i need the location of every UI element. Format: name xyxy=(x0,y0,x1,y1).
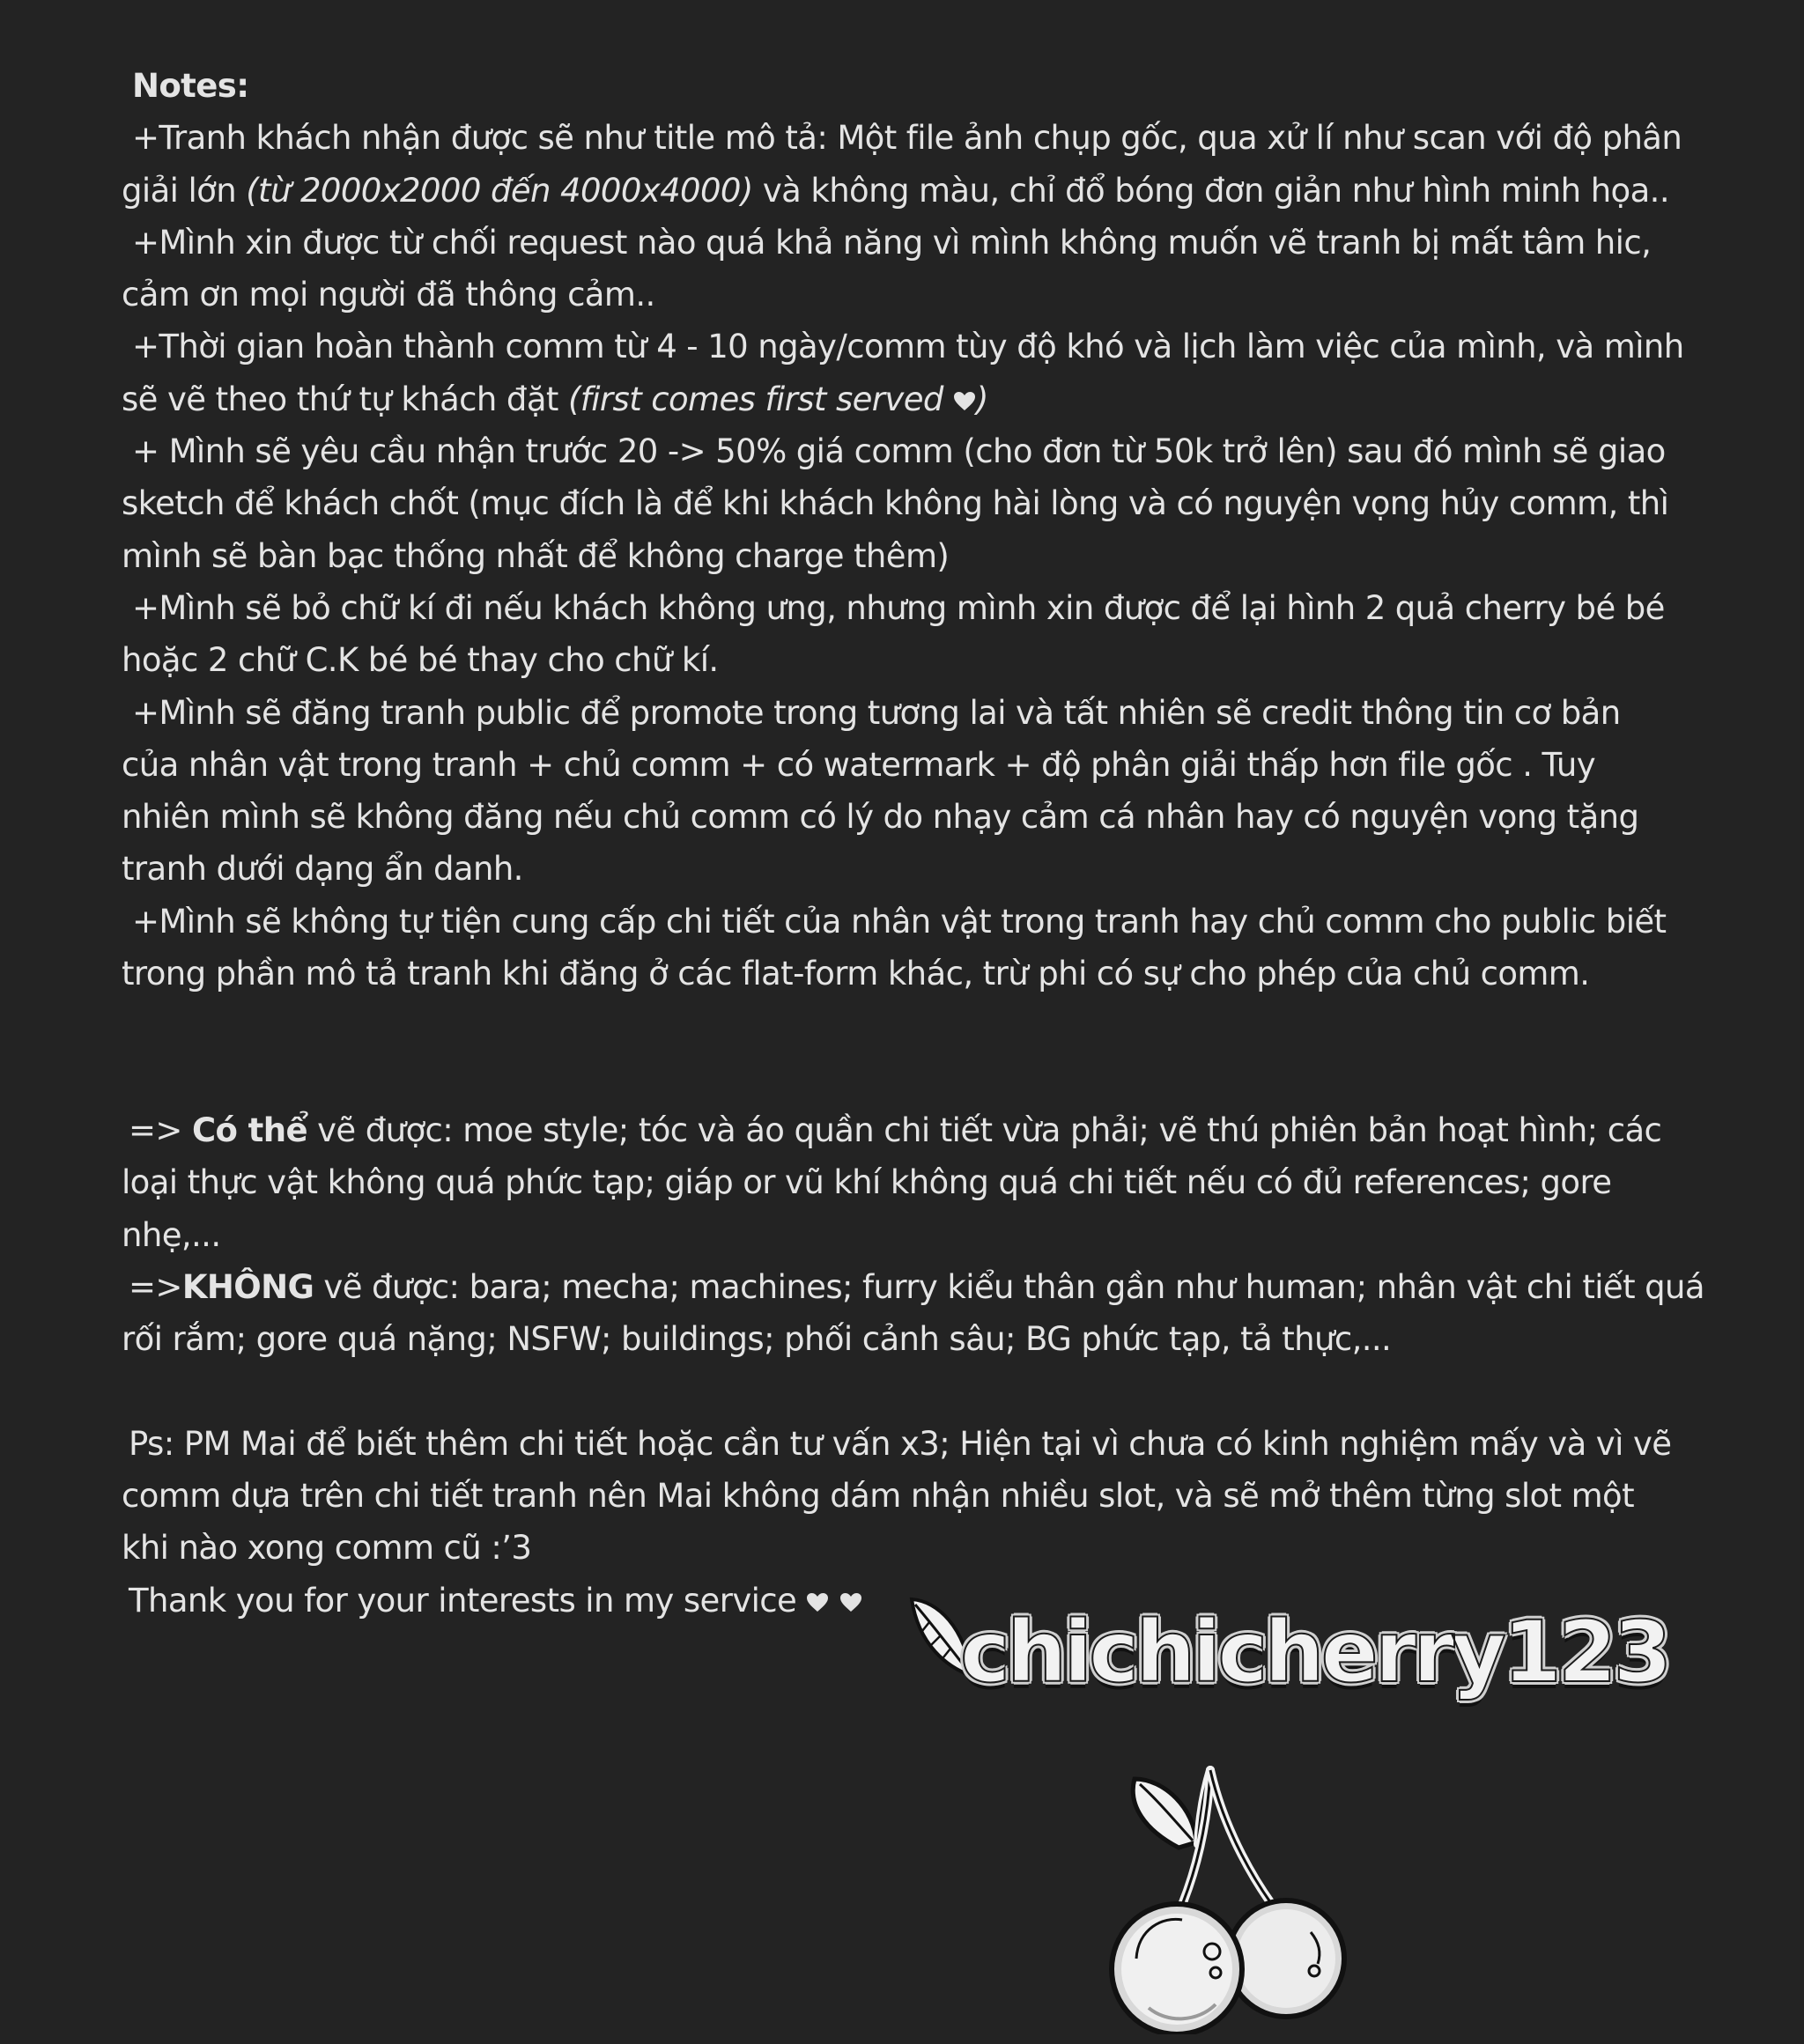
ps-line-2: comm dựa trên chi tiết tranh nên Mai không dám nhận nhiều slot, và sẽ mở thêm từng slot một xyxy=(122,1477,1634,1516)
can-draw-line-3: nhẹ,... xyxy=(122,1215,221,1254)
arrow-prefix: => xyxy=(129,1111,192,1149)
arrow-prefix: => xyxy=(129,1267,182,1306)
heart-icon xyxy=(806,1592,829,1613)
note-1-text: giải lớn xyxy=(122,171,247,210)
can-draw-text: vẽ được: moe style; tóc và áo quần chi tiết vừa phải; vẽ thú phiên bản hoạt hình; các xyxy=(307,1111,1662,1149)
note-4-line-3: mình sẽ bàn bạc thống nhất để không charge thêm) xyxy=(122,536,950,575)
note-4-line-1: + Mình sẽ yêu cầu nhận trước 20 -> 50% giá comm (cho đơn từ 50k trở lên) sau đó mình sẽ giao xyxy=(132,432,1666,471)
note-6-line-2: của nhân vật trong tranh + chủ comm + có watermark + độ phân giải thấp hơn file gốc . Tuy xyxy=(122,745,1596,784)
note-2-line-2: cảm ơn mọi người đã thông cảm.. xyxy=(122,276,655,314)
cannot-draw-line-2: rối rắm; gore quá nặng; NSFW; buildings; phối cảnh sâu; BG phức tạp, tả thực,... xyxy=(122,1320,1392,1359)
first-come-note: (first comes first served xyxy=(567,380,943,418)
note-1-text-end: và không màu, chỉ đổ bóng đơn giản như hình minh họa.. xyxy=(752,171,1669,210)
note-1-line-2 xyxy=(122,165,1669,217)
note-5-line-1: +Mình sẽ bỏ chữ kí đi nếu khách không ưng, nhưng mình xin được để lại hình 2 quả cherry bé bé xyxy=(132,588,1665,627)
spacer xyxy=(122,1000,1663,1052)
note-3-text: sẽ vẽ theo thứ tự khách đặt xyxy=(122,380,568,418)
note-6-line-1: +Mình sẽ đăng tranh public để promote trong tương lai và tất nhiên sẽ credit thông tin cơ bản xyxy=(132,693,1621,732)
heart-icon xyxy=(953,391,976,412)
cannot-draw-label: KHÔNG xyxy=(181,1267,314,1306)
note-3-line-1: +Thời gian hoàn thành comm từ 4 - 10 ngày/comm tùy độ khó và lịch làm việc của mình, và mình xyxy=(132,328,1684,366)
can-draw-line-2: loại thực vật không quá phức tạp; giáp or vũ khí không quá chi tiết nếu có đủ references; gore xyxy=(122,1163,1612,1202)
note-5-line-2: hoặc 2 chữ C.K bé bé thay cho chữ kí. xyxy=(122,641,719,680)
artist-signature xyxy=(898,1585,1669,2043)
resolution-range: (từ 2000x2000 đến 4000x4000) xyxy=(246,171,753,210)
ps-line-3: khi nào xong comm cũ :’3 xyxy=(122,1529,532,1568)
cannot-draw-line-1 xyxy=(122,1261,1704,1313)
ps-line-1: Ps: PM Mai để biết thêm chi tiết hoặc cần tư vấn x3; Hiện tại vì chưa có kinh nghiệm mấy và vì vẽ xyxy=(129,1424,1672,1463)
spacer xyxy=(122,1365,1663,1417)
can-draw-line-1 xyxy=(122,1104,1663,1156)
note-1-line-1: +Tranh khách nhận được sẽ như title mô tả: Một file ảnh chụp gốc, qua xử lí như scan với độ phân xyxy=(132,119,1682,158)
cannot-draw-text: vẽ được: bara; mecha; machines; furry kiểu thân gần như human; nhân vật chi tiết quá xyxy=(314,1267,1704,1306)
note-6-line-3: nhiên mình sẽ không đăng nếu chủ comm có lý do nhạy cảm cá nhân hay có nguyện vọng tặng xyxy=(122,798,1639,837)
heart-icon xyxy=(839,1592,862,1613)
note-7-line-1: +Mình sẽ không tự tiện cung cấp chi tiết của nhân vật trong tranh hay chủ comm cho public biết xyxy=(132,902,1667,941)
thanks-text: Thank you for your interests in my service xyxy=(129,1581,797,1620)
spacer xyxy=(122,1052,1663,1104)
cherry-icon xyxy=(1083,1744,1365,2034)
note-4-line-2: sketch để khách chốt (mục đích là để khi khách không hài lòng và có nguyện vọng hủy comm, thì xyxy=(122,484,1669,523)
can-draw-label: Có thể xyxy=(191,1111,307,1149)
note-7-line-2: trong phần mô tả tranh khi đăng ở các flat-form khác, trừ phi có sự cho phép của chủ comm. xyxy=(122,955,1590,993)
note-6-line-4: tranh dưới dạng ẩn danh. xyxy=(122,850,523,889)
signature-text: chichicherry123 xyxy=(960,1603,1669,1701)
notes-title: Notes: xyxy=(132,67,249,105)
notes-document xyxy=(122,60,1704,1627)
note-2-line-1: +Mình xin được từ chối request nào quá khả năng vì mình không muốn vẽ tranh bị mất tâm hic, xyxy=(132,223,1652,262)
note-3-line-2 xyxy=(122,373,1663,425)
first-come-note-end: ) xyxy=(975,380,988,418)
